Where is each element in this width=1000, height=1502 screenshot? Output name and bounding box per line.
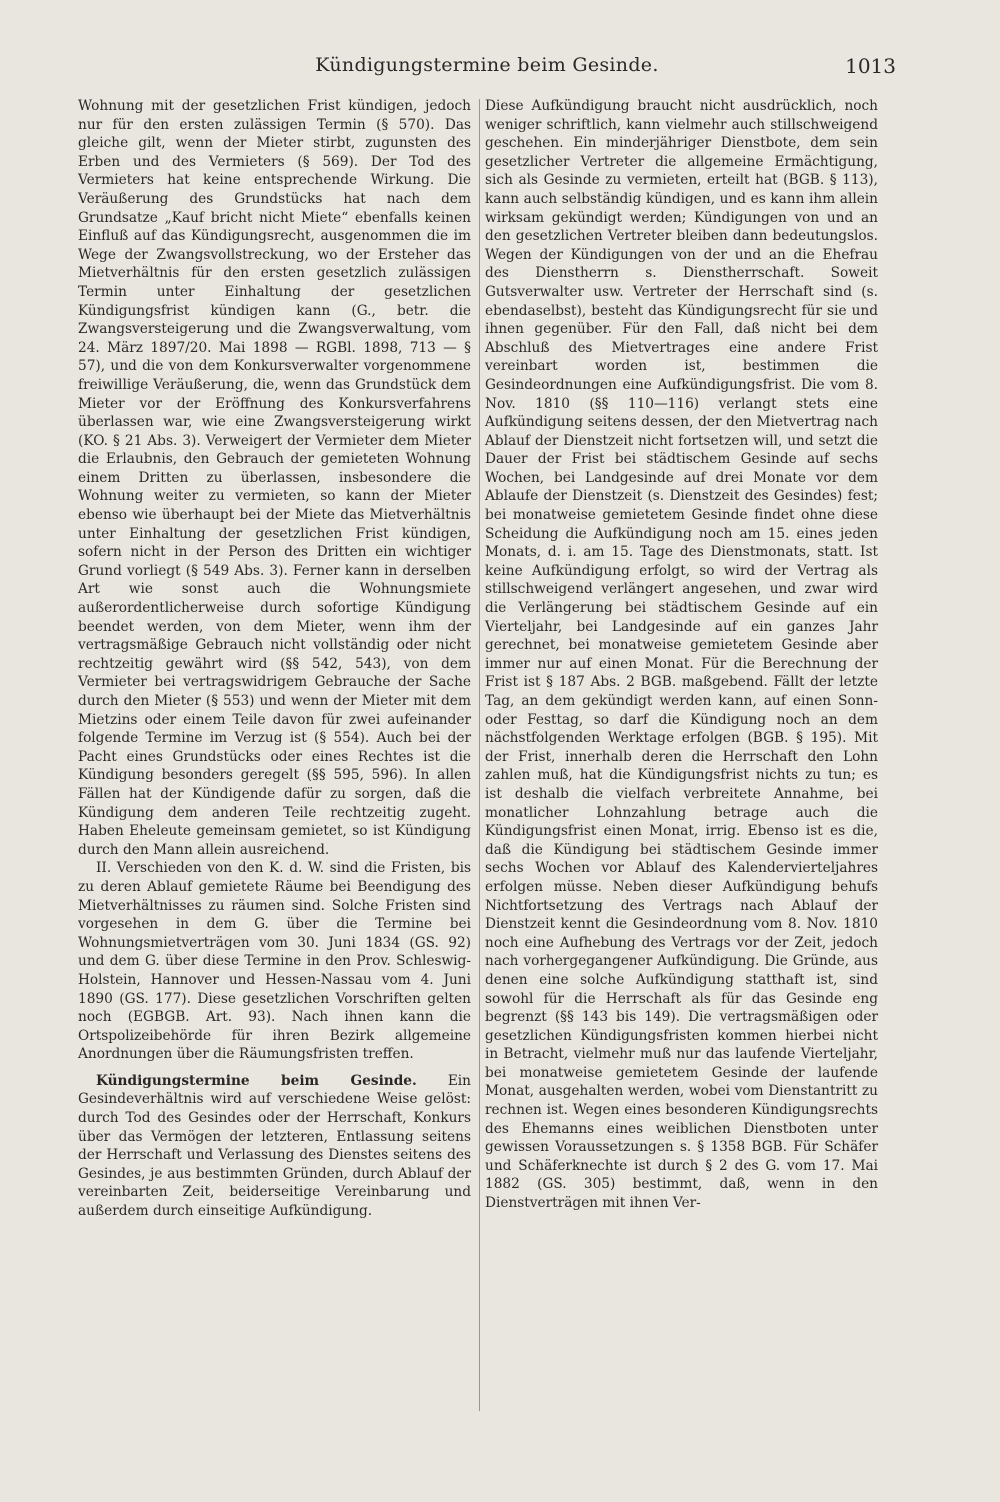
paragraph: Diese Aufkündigung braucht nicht ausdrücklich, noch weniger schriftlich, kann vielmehr auch stillschweigend geschehen. Ein minderjähriger Dienstbote, dem sein gesetzlicher Vertreter die allgemeine Ermächtigung, sich als Gesinde zu vermieten, erteilt hat (BGB. § 113), kann auch selbständig kündigen, und es kann ihm allein wirksam gekündigt werden; Kündigungen von und an den gesetzlichen Vertreter bleiben dann bedeutungslos. Wegen der Kündigungen von der und an die Ehefrau des Dienstherrn s. Dienstherrschaft. Soweit Gutsverwalter usw. Vertreter der Herrschaft sind (s. ebendaselbst), besteht das Kündigungsrecht für sie und ihnen gegenüber. Für den Fall, daß nicht bei dem Abschluß des Mietvertrages eine andere Frist vereinbart worden ist, bestimmen die Gesindeordnungen eine Aufkündigungsfrist. Die vom 8. Nov. 1810 (§§ 110—116) verlangt stets eine Aufkündigung seitens dessen, der den Mietvertrag nach Ablauf der Dienstzeit nicht fortsetzen will, und setzt die Dauer der Frist bei städtischem Gesinde auf sechs Wochen, bei Landgesinde auf drei Monate vor dem Ablaufe der Dienstzeit (s. Dienstzeit des Gesindes) fest; bei monatweise gemietetem Gesinde findet ohne diese Scheidung die Aufkündigung noch am 15. eines jeden Monats, d. i. am 15. Tage des Dienstmonats, statt. Ist keine Aufkündigung erfolgt, so wird der Vertrag als stillschweigend verlängert angesehen, und zwar wird die Verlängerung bei städtischem Gesinde auf ein Vierteljahr, bei Landgesinde auf ein ganzes Jahr gerechnet, bei monatweise gemietetem Gesinde aber immer nur auf einen Monat. Für die Berechnung der Frist ist § 187 Abs. 2 BGB. maßgebend. Fällt der letzte Tag, an dem gekündigt werden kann, auf einen Sonn- oder Festtag, so darf die Kündigung noch an dem nächstfolgenden Werktage erfolgen (BGB. § 195). Mit der Frist, innerhalb deren die Herrschaft den Lohn zahlen muß, hat die Kündigungsfrist nichts zu tun; es ist deshalb die vielfach verbreitete Annahme, bei monatlicher Lohnzahlung betrage auch die Kündigungsfrist einen Monat, irrig. Ebenso ist es die, daß die Kündigung bei städtischem Gesinde immer sechs Wochen vor Ablauf des Kalendervierteljahres erfolgen müsse. Neben dieser Aufkündigung behufs Nichtfortsetzung des Vertrags nach Ablauf der Dienstzeit kennt die Gesindeordnung vom 8. Nov. 1810 noch eine Aufhebung des Vertrags vor der Zeit, jedoch nach vorhergegangener Aufkündigung. Die Gründe, aus denen eine solche Aufkündigung statthaft ist, sind sowohl für die Herrschaft als für das Gesinde eng begrenzt (§§ 143 bis 149). Die vertragsmäßigen oder gesetzlichen Kündigungsfristen kommen hierbei nicht in Betracht, vielmehr muß nur das laufende Vierteljahr, bei monatweise gemietetem Gesinde der laufende Monat, ausgehalten werden, wobei vom Dienstantritt zu rechnen ist. Wegen eines besonderen Kündigungsrechts des Ehemanns eines weiblichen Dienstboten unter gewissen Voraussetzungen s. § 1358 BGB. Für Schäfer und Schäferknechte ist durch § 2 des G. vom 17. Mai 1882 (GS. 305) bestimmt, daß, wenn in den Dienstverträgen mit ihnen Ver- xyxy=(485,98,878,1212)
column-divider xyxy=(479,99,480,1411)
left-column xyxy=(78,97,471,1221)
paragraph: Wohnung mit der gesetzlichen Frist kündigen, jedoch nur für den ersten zulässigen Termin (§ 570). Das gleiche gilt, wenn der Mieter stirbt, zugunsten des Erben und des Vermieters (§ 569). Der Tod des Vermieters hat keine entsprechende Wirkung. Die Veräußerung des Grundstücks hat nach dem Grundsatze „Kauf bricht nicht Miete“ ebenfalls keinen Einfluß auf das Kündigungsrecht, ausgenommen die im Wege der Zwangsvollstreckung, wo der Ersteher das Mietverhältnis für den ersten gesetzlich zulässigen Termin unter Einhaltung der gesetzlichen Kündigungsfrist kündigen kann (G., betr. die Zwangsversteigerung und die Zwangsverwaltung, vom 24. März 1897/20. Mai 1898 — RGBl. 1898, 713 — § 57), und die von dem Konkursverwalter vorgenommene freiwillige Veräußerung, die, wenn das Grundstück dem Mieter vor der Eröffnung des Konkursverfahrens überlassen war, wie eine Zwangsversteigerung wirkt (KO. § 21 Abs. 3). Verweigert der Vermieter dem Mieter die Erlaubnis, den Gebrauch der gemieteten Wohnung einem Dritten zu überlassen, insbesondere die Wohnung weiter zu vermieten, so kann der Mieter ebenso wie überhaupt bei der Miete das Mietverhältnis unter Einhaltung der gesetzlichen Frist kündigen, sofern nicht in der Person des Dritten ein wichtiger Grund vorliegt (§ 549 Abs. 3). Ferner kann in derselben Art wie sonst auch die Wohnungsmiete außerordentlicherweise durch sofortige Kündigung beendet werden, von dem Mieter, wenn ihm der vertragsmäßige Gebrauch nicht vollständig oder nicht rechtzeitig gewährt wird (§§ 542, 543), von dem Vermieter bei vertragswidrigem Gebrauche der Sache durch den Mieter (§ 553) und wenn der Mieter mit dem Mietzins oder einem Teile davon für zwei aufeinander folgende Termine im Verzug ist (§ 554). Auch bei der Pacht eines Grundstücks oder eines Rechtes ist die Kündigung besonders geregelt (§§ 595, 596). In allen Fällen hat der Kündigende dafür zu sorgen, daß die Kündigung dem anderen Teile rechtzeitig zugeht. Haben Eheleute gemeinsam gemietet, so ist Kündigung durch den Mann allein ausreichend. xyxy=(78,98,471,858)
paragraph: II. Verschieden von den K. d. W. sind die Fristen, bis zu deren Ablauf gemietete Räume bei Beendigung des Mietverhältnisses zu räumen sind. Solche Fristen sind vorgesehen in dem G. über die Termine bei Wohnungsmietverträgen vom 30. Juni 1834 (GS. 92) und dem G. über diese Termine in den Prov. Schleswig-Holstein, Hannover und Hessen-Nassau vom 4. Juni 1890 (GS. 177). Diese gesetzlichen Vorschriften gelten noch (EGBGB. Art. 93). Nach ihnen kann die Ortspolizeibehörde für ihren Bezirk allgemeine Anordnungen über die Räumungsfristen treffen. xyxy=(78,860,471,1063)
entry-heading: Kündigungstermine beim Gesinde. xyxy=(96,1072,417,1089)
running-title: Kündigungstermine beim Gesinde. xyxy=(315,54,659,76)
page-number: 1013 xyxy=(845,54,896,78)
page-header xyxy=(78,52,896,82)
entry-text: Ein Gesindeverhältnis wird auf verschiedene Weise gelöst: durch Tod des Gesindes oder der Herrschaft, Konkurs über das Vermögen der letzteren, Entlassung seitens der Herrschaft und Verlassung des Dienstes seitens des Gesindes, je aus bestimmten Gründen, durch Ablauf der vereinbarten Zeit, beiderseitige Vereinbarung und außerdem durch einseitige Aufkündigung. xyxy=(78,1072,471,1220)
dictionary-entry xyxy=(78,1072,471,1221)
right-column xyxy=(485,97,878,1213)
